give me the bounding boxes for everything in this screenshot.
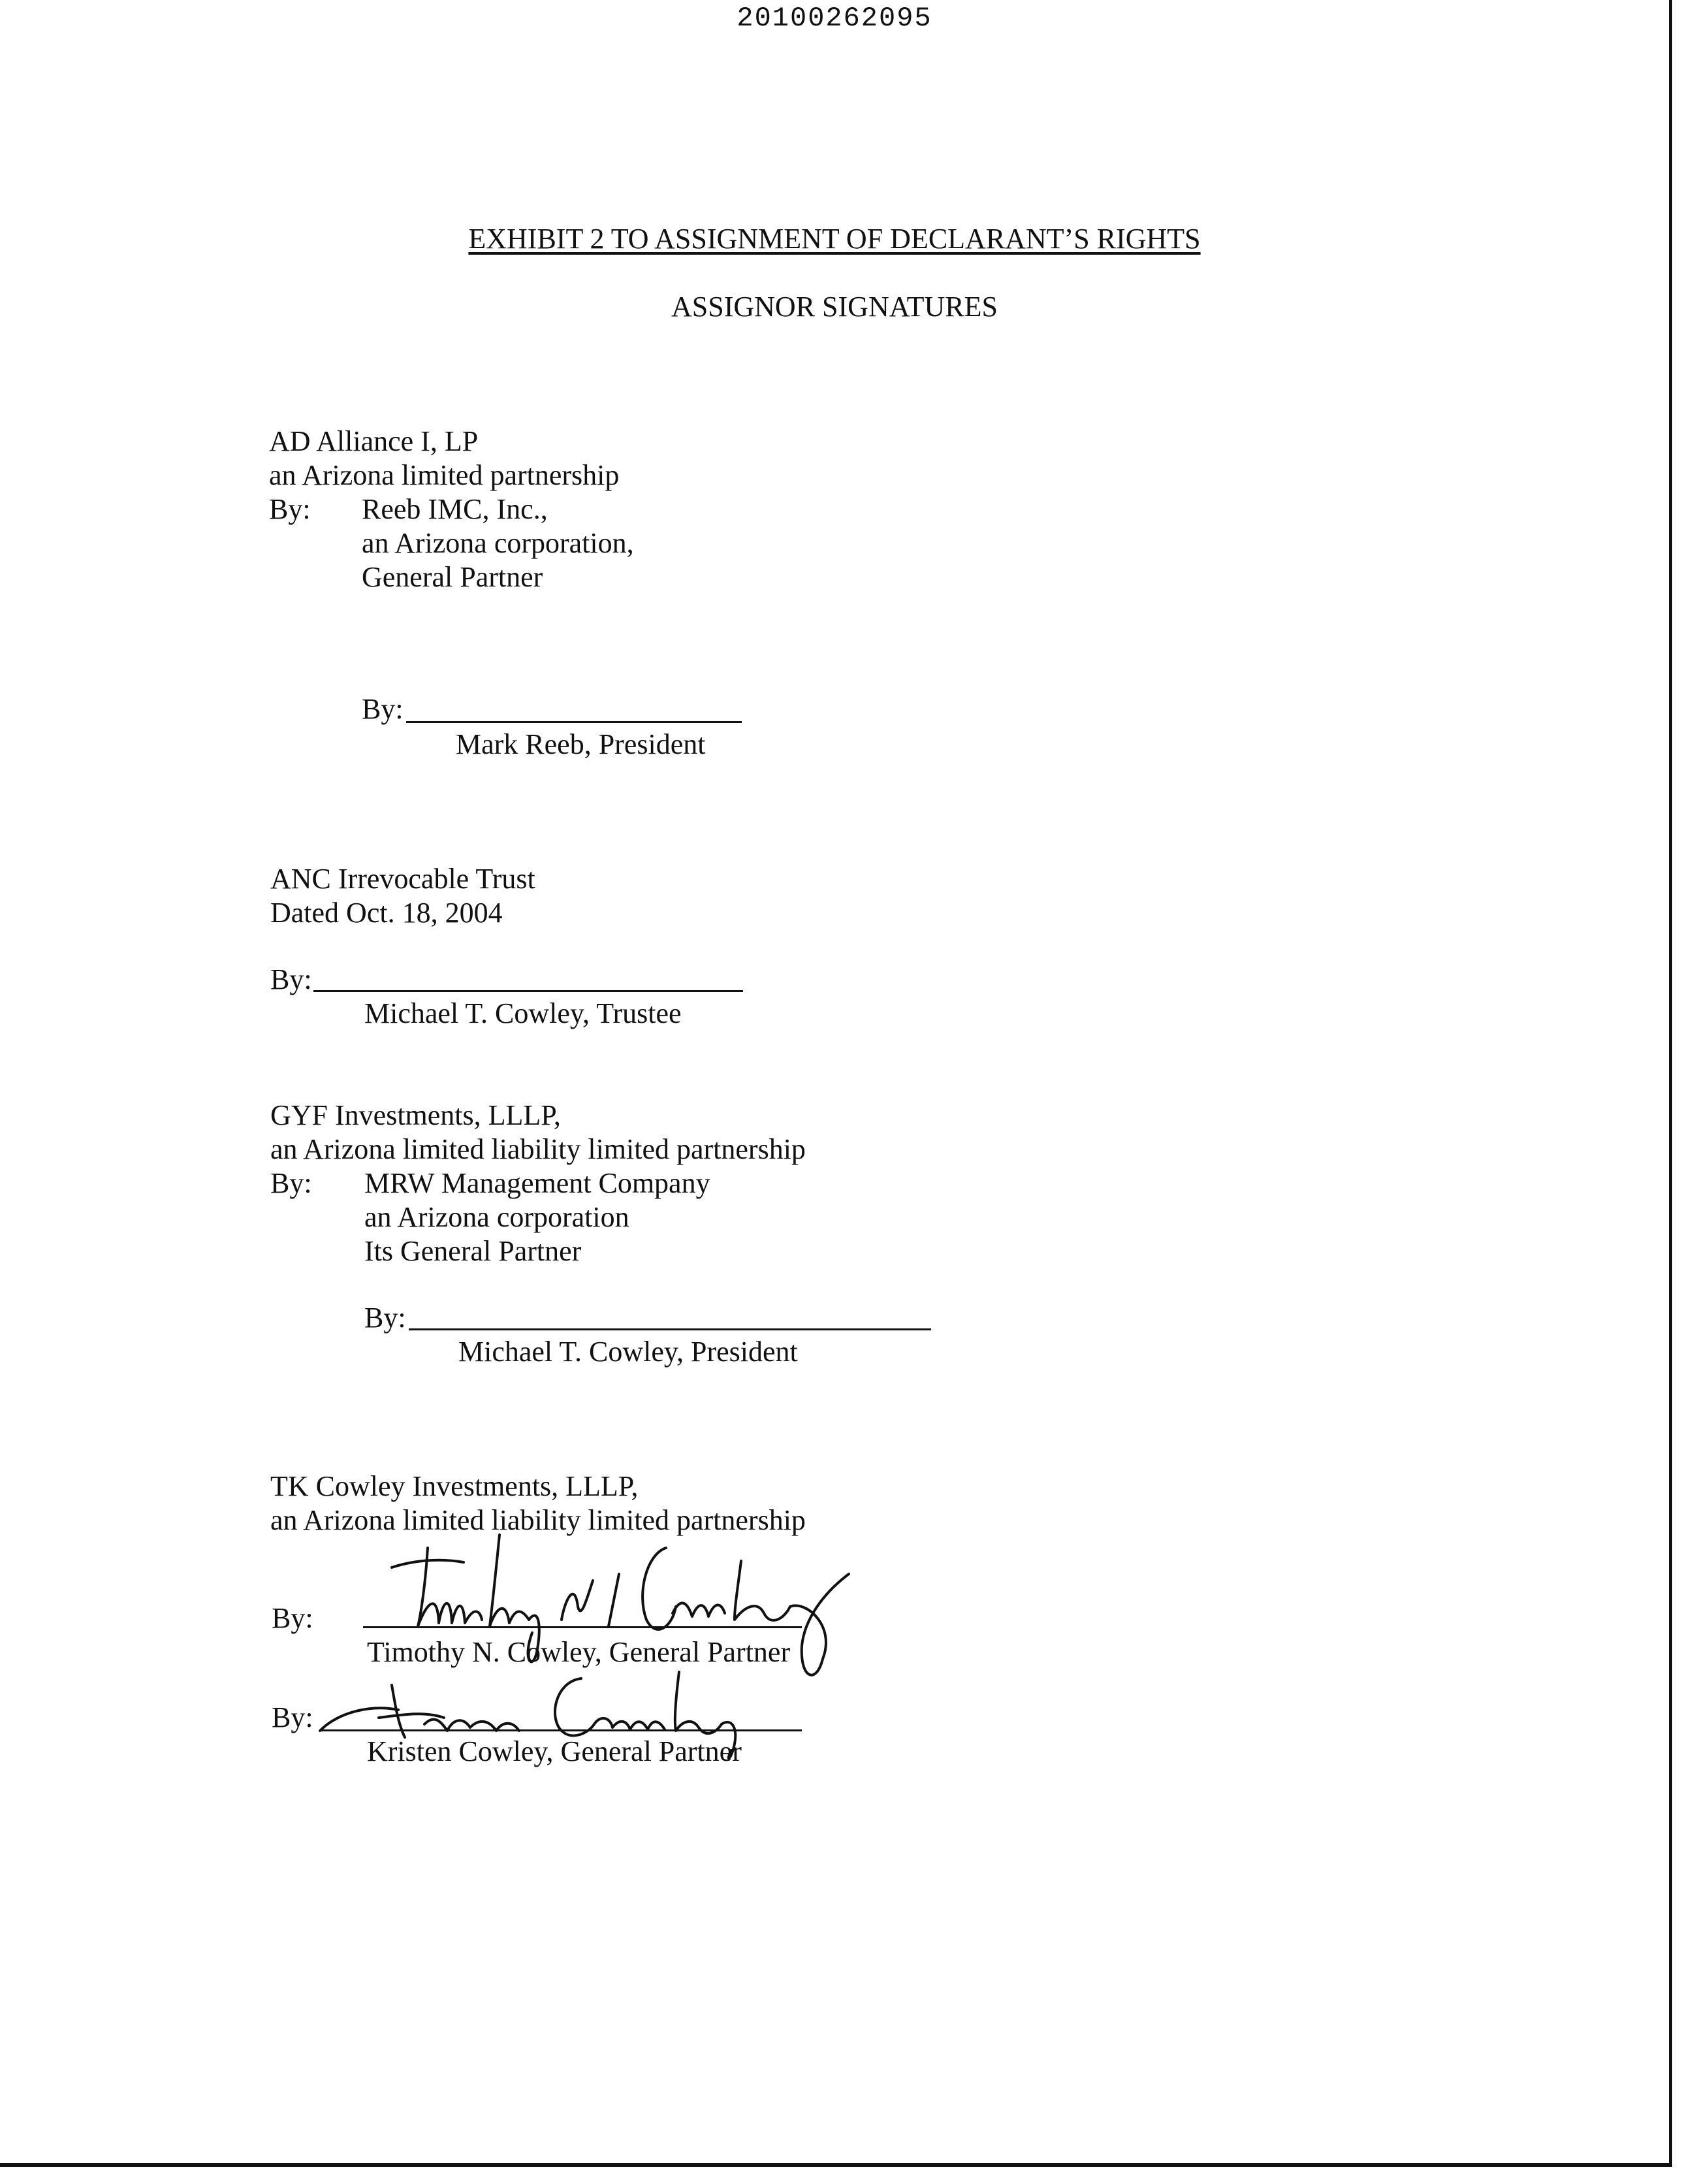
general-partner-role: Its General Partner xyxy=(364,1235,582,1267)
entity-type: an Arizona limited liability limited partnership xyxy=(270,1504,806,1536)
signature-line xyxy=(313,990,743,992)
entity-name: TK Cowley Investments, LLLP, xyxy=(270,1470,639,1502)
by-label: By: xyxy=(269,493,311,525)
entity-name: AD Alliance I, LP xyxy=(269,425,479,457)
page-border-right xyxy=(1669,0,1672,2166)
by-label: By: xyxy=(272,1602,313,1634)
signer-name: Michael T. Cowley, Trustee xyxy=(364,997,682,1029)
signature-line xyxy=(406,721,742,723)
general-partner-name: MRW Management Company xyxy=(364,1167,710,1199)
by-label: By: xyxy=(272,1701,313,1733)
trust-date: Dated Oct. 18, 2004 xyxy=(270,897,503,929)
general-partner-type: an Arizona corporation xyxy=(364,1201,629,1233)
handwritten-signature-kristen-cowley xyxy=(313,1659,823,1770)
entity-name: ANC Irrevocable Trust xyxy=(270,863,535,895)
entity-name: GYF Investments, LLLP, xyxy=(270,1099,561,1131)
signature-line xyxy=(409,1328,931,1330)
document-title: EXHIBIT 2 TO ASSIGNMENT OF DECLARANT’S RIGHTS xyxy=(468,223,1201,255)
entity-type: an Arizona limited partnership xyxy=(269,459,620,491)
by-label: By: xyxy=(270,1167,312,1199)
by-label: By: xyxy=(362,693,404,725)
general-partner-role: General Partner xyxy=(362,561,543,593)
document-subtitle: ASSIGNOR SIGNATURES xyxy=(671,291,998,323)
entity-type: an Arizona limited liability limited partnership xyxy=(270,1133,806,1165)
general-partner-name: Reeb IMC, Inc., xyxy=(362,493,548,525)
page-border-bottom xyxy=(0,2163,1672,2167)
signer-name: Mark Reeb, President xyxy=(456,728,706,760)
by-label: By: xyxy=(364,1302,406,1334)
general-partner-type: an Arizona corporation, xyxy=(362,527,634,559)
document-number: 20100262095 xyxy=(737,3,932,34)
signer-name: Kristen Cowley, General Partner xyxy=(367,1735,742,1767)
signer-name: Timothy N. Cowley, General Partner xyxy=(367,1636,791,1668)
by-label: By: xyxy=(270,963,312,995)
signer-name: Michael T. Cowley, President xyxy=(458,1336,798,1368)
